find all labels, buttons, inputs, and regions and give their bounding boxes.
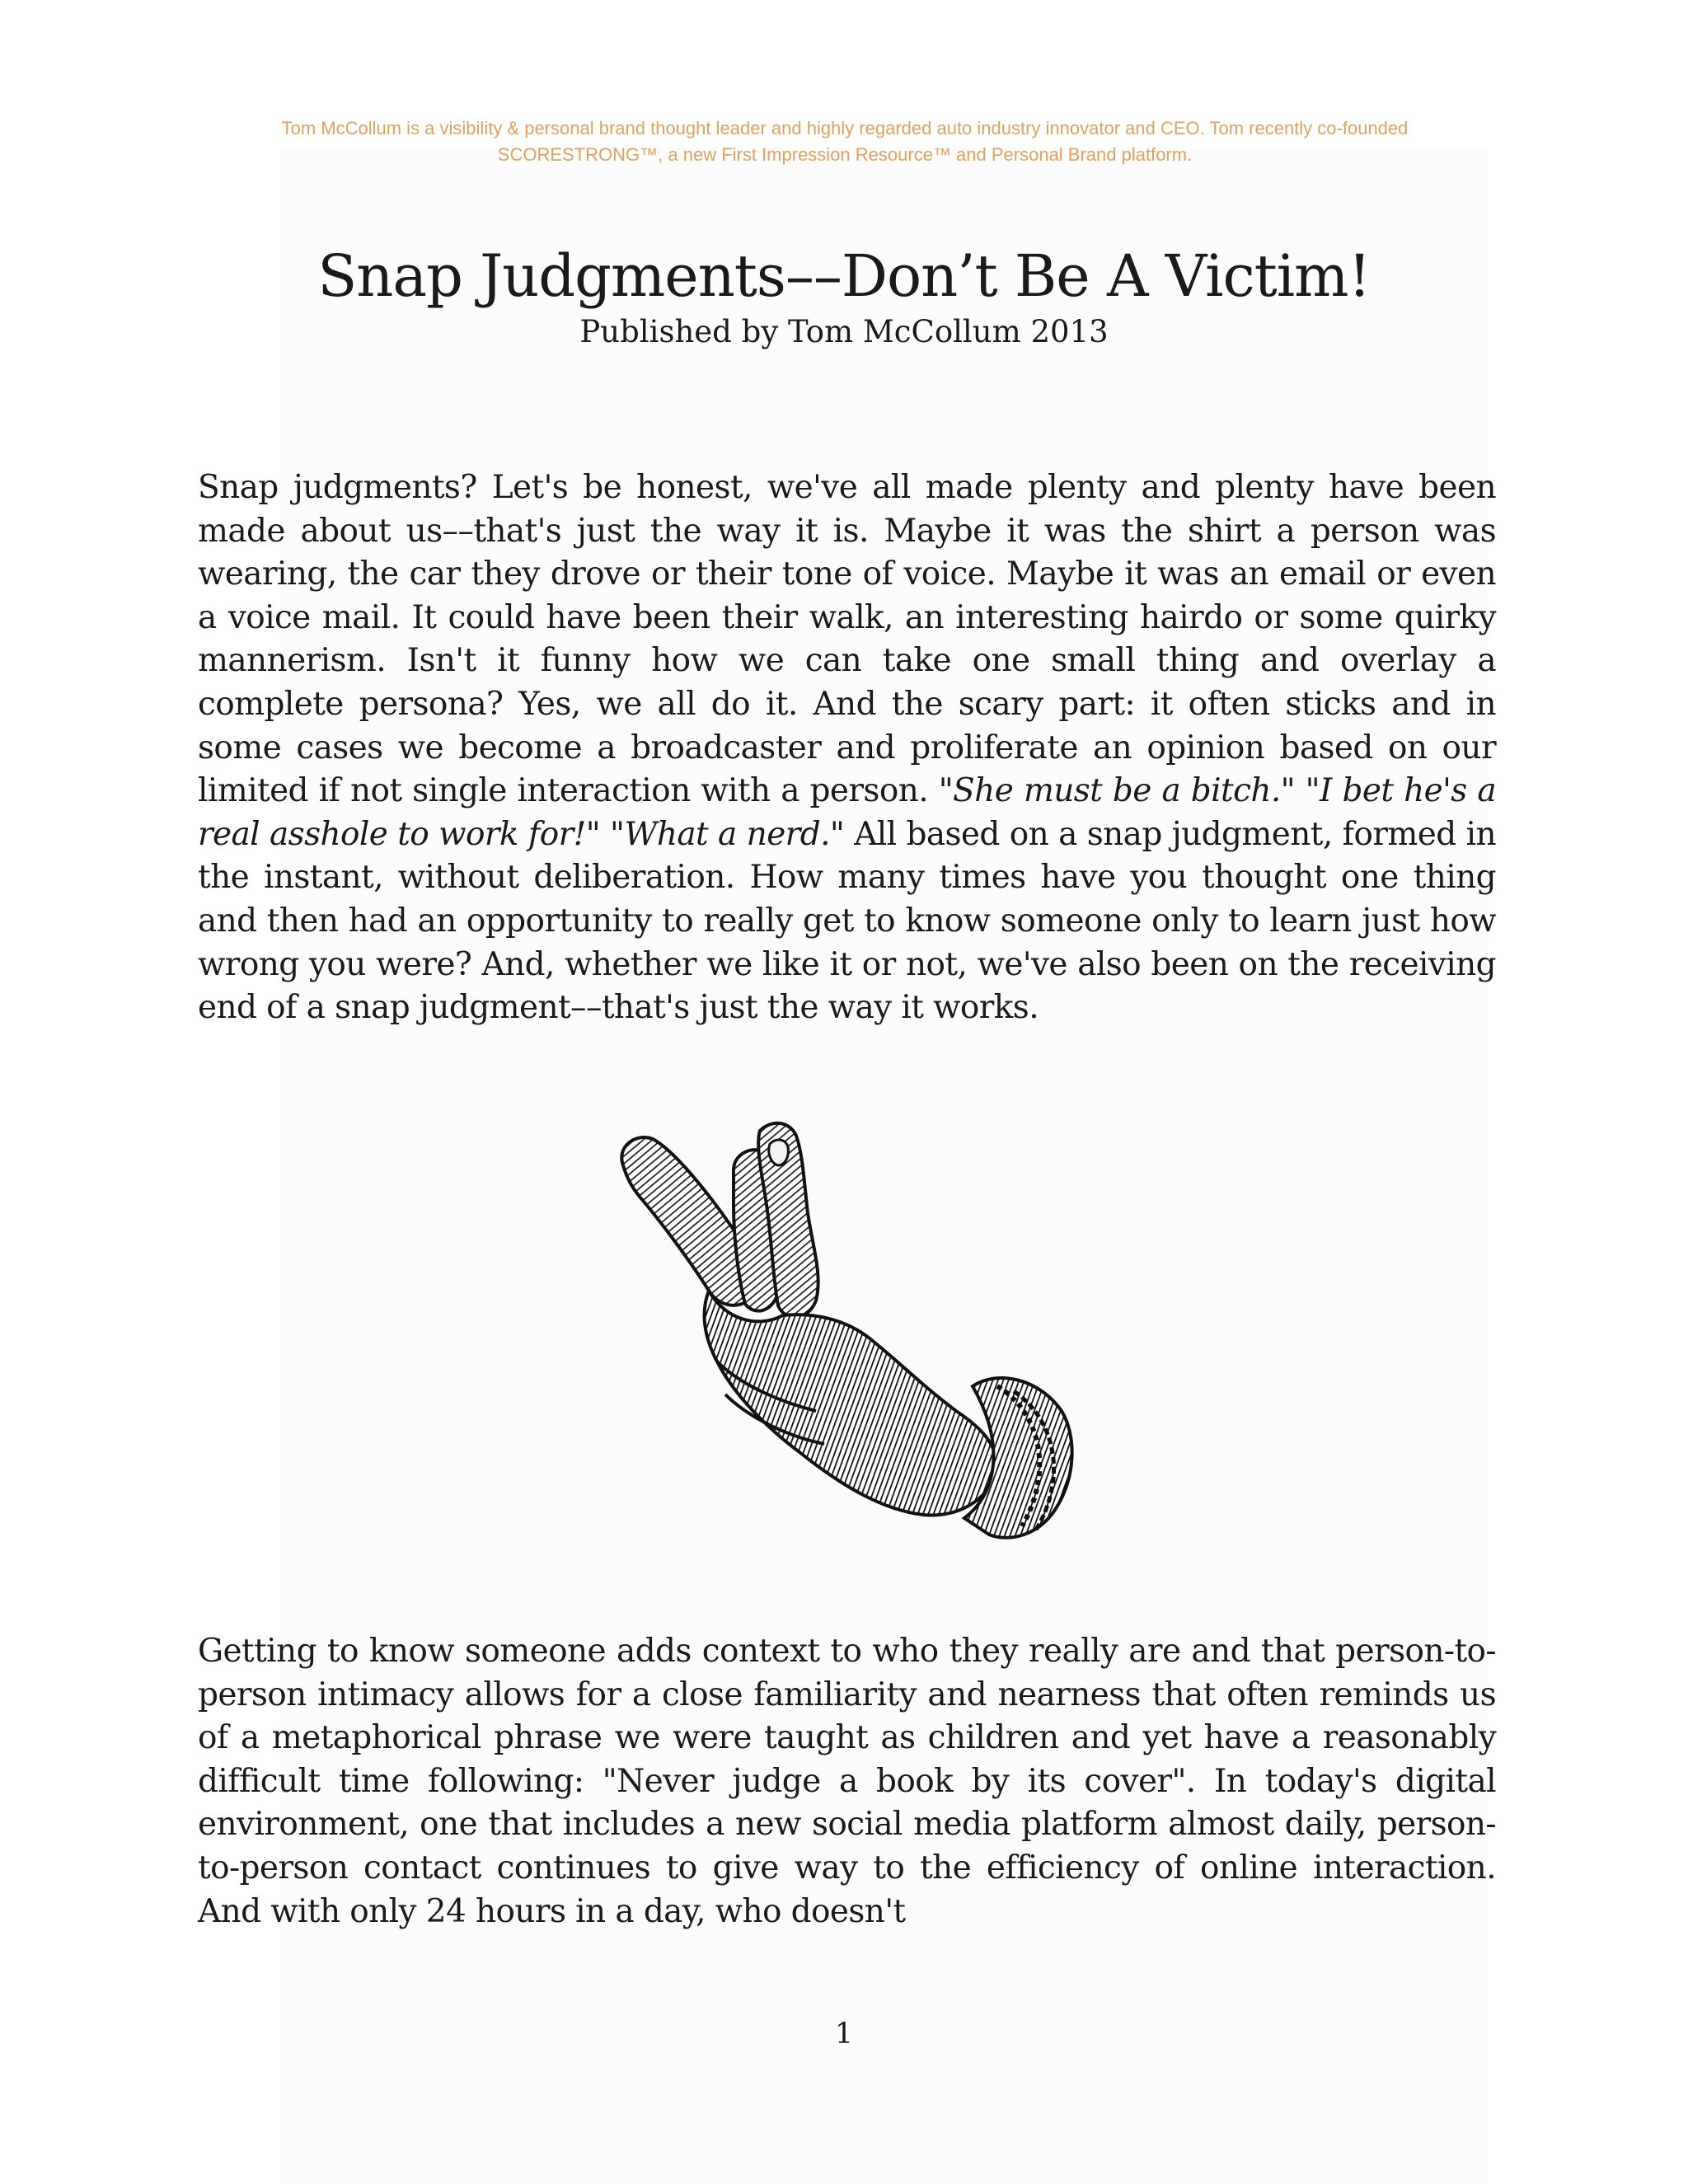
paragraph-1-start: Snap judgments? Let's be honest, we've all made plenty and plenty have been made about us––that's just the way it is. Maybe it was the shirt a person was wearing, the car they drove or their tone of voice. Maybe it was an email or even a voice mail. It could have been their walk, an interesting hairdo or some quirky mannerism. Isn't it funny how we can take one small thing and overlay a complete persona? Yes, we all do it. And the scary part: it often sticks and in some cases we become a broadcaster and proliferate an opinion based on our limited if not single interaction with a person. bbox=[198, 469, 1496, 810]
article-byline: Published by Tom McCollum 2013 bbox=[579, 314, 1109, 349]
paragraph-1 bbox=[198, 466, 1496, 1030]
paragraph-2: Getting to know someone adds context to who they really are and that person-to-person intimacy allows for a close familiarity and nearness that often reminds us of a metaphorical phrase we were taught as children and yet have a reasonably difficult time following: "Never judge a book by its cover". In today's digital environment, one that includes a new social media platform almost daily, person-to-person contact continues to give way to the efficiency of online interaction. And with only 24 hours in a day, who doesn't bbox=[198, 1633, 1496, 1930]
snapping-fingers-illustration bbox=[610, 1114, 1080, 1553]
page-number: 1 bbox=[834, 2018, 854, 2050]
article-title: Snap Judgments––Don’t Be A Victim! bbox=[317, 242, 1371, 310]
paragraph-1-quotes: "She must be a bitch." "I bet he's a real asshole to work for!" "What a nerd." bbox=[198, 772, 1496, 853]
paragraph-1-end: All based on a snap judgment, formed in the instant, without deliberation. How many times have you thought one thing and then had an opportunity to really get to know someone only to learn just how wrong you were? And, whether we like it or not, we've also been on the receiving end of a snap judgment––that's just the way it works. bbox=[198, 815, 1496, 1027]
author-bio-note: Tom McCollum is a visibility & personal brand thought leader and highly regarded auto industry innovator and CEO. Tom recently co-founded SCORESTRONG™, a new First Impression Resource™ and Personal Brand platform. bbox=[281, 118, 1409, 165]
hand-snap-icon bbox=[610, 1114, 1080, 1553]
